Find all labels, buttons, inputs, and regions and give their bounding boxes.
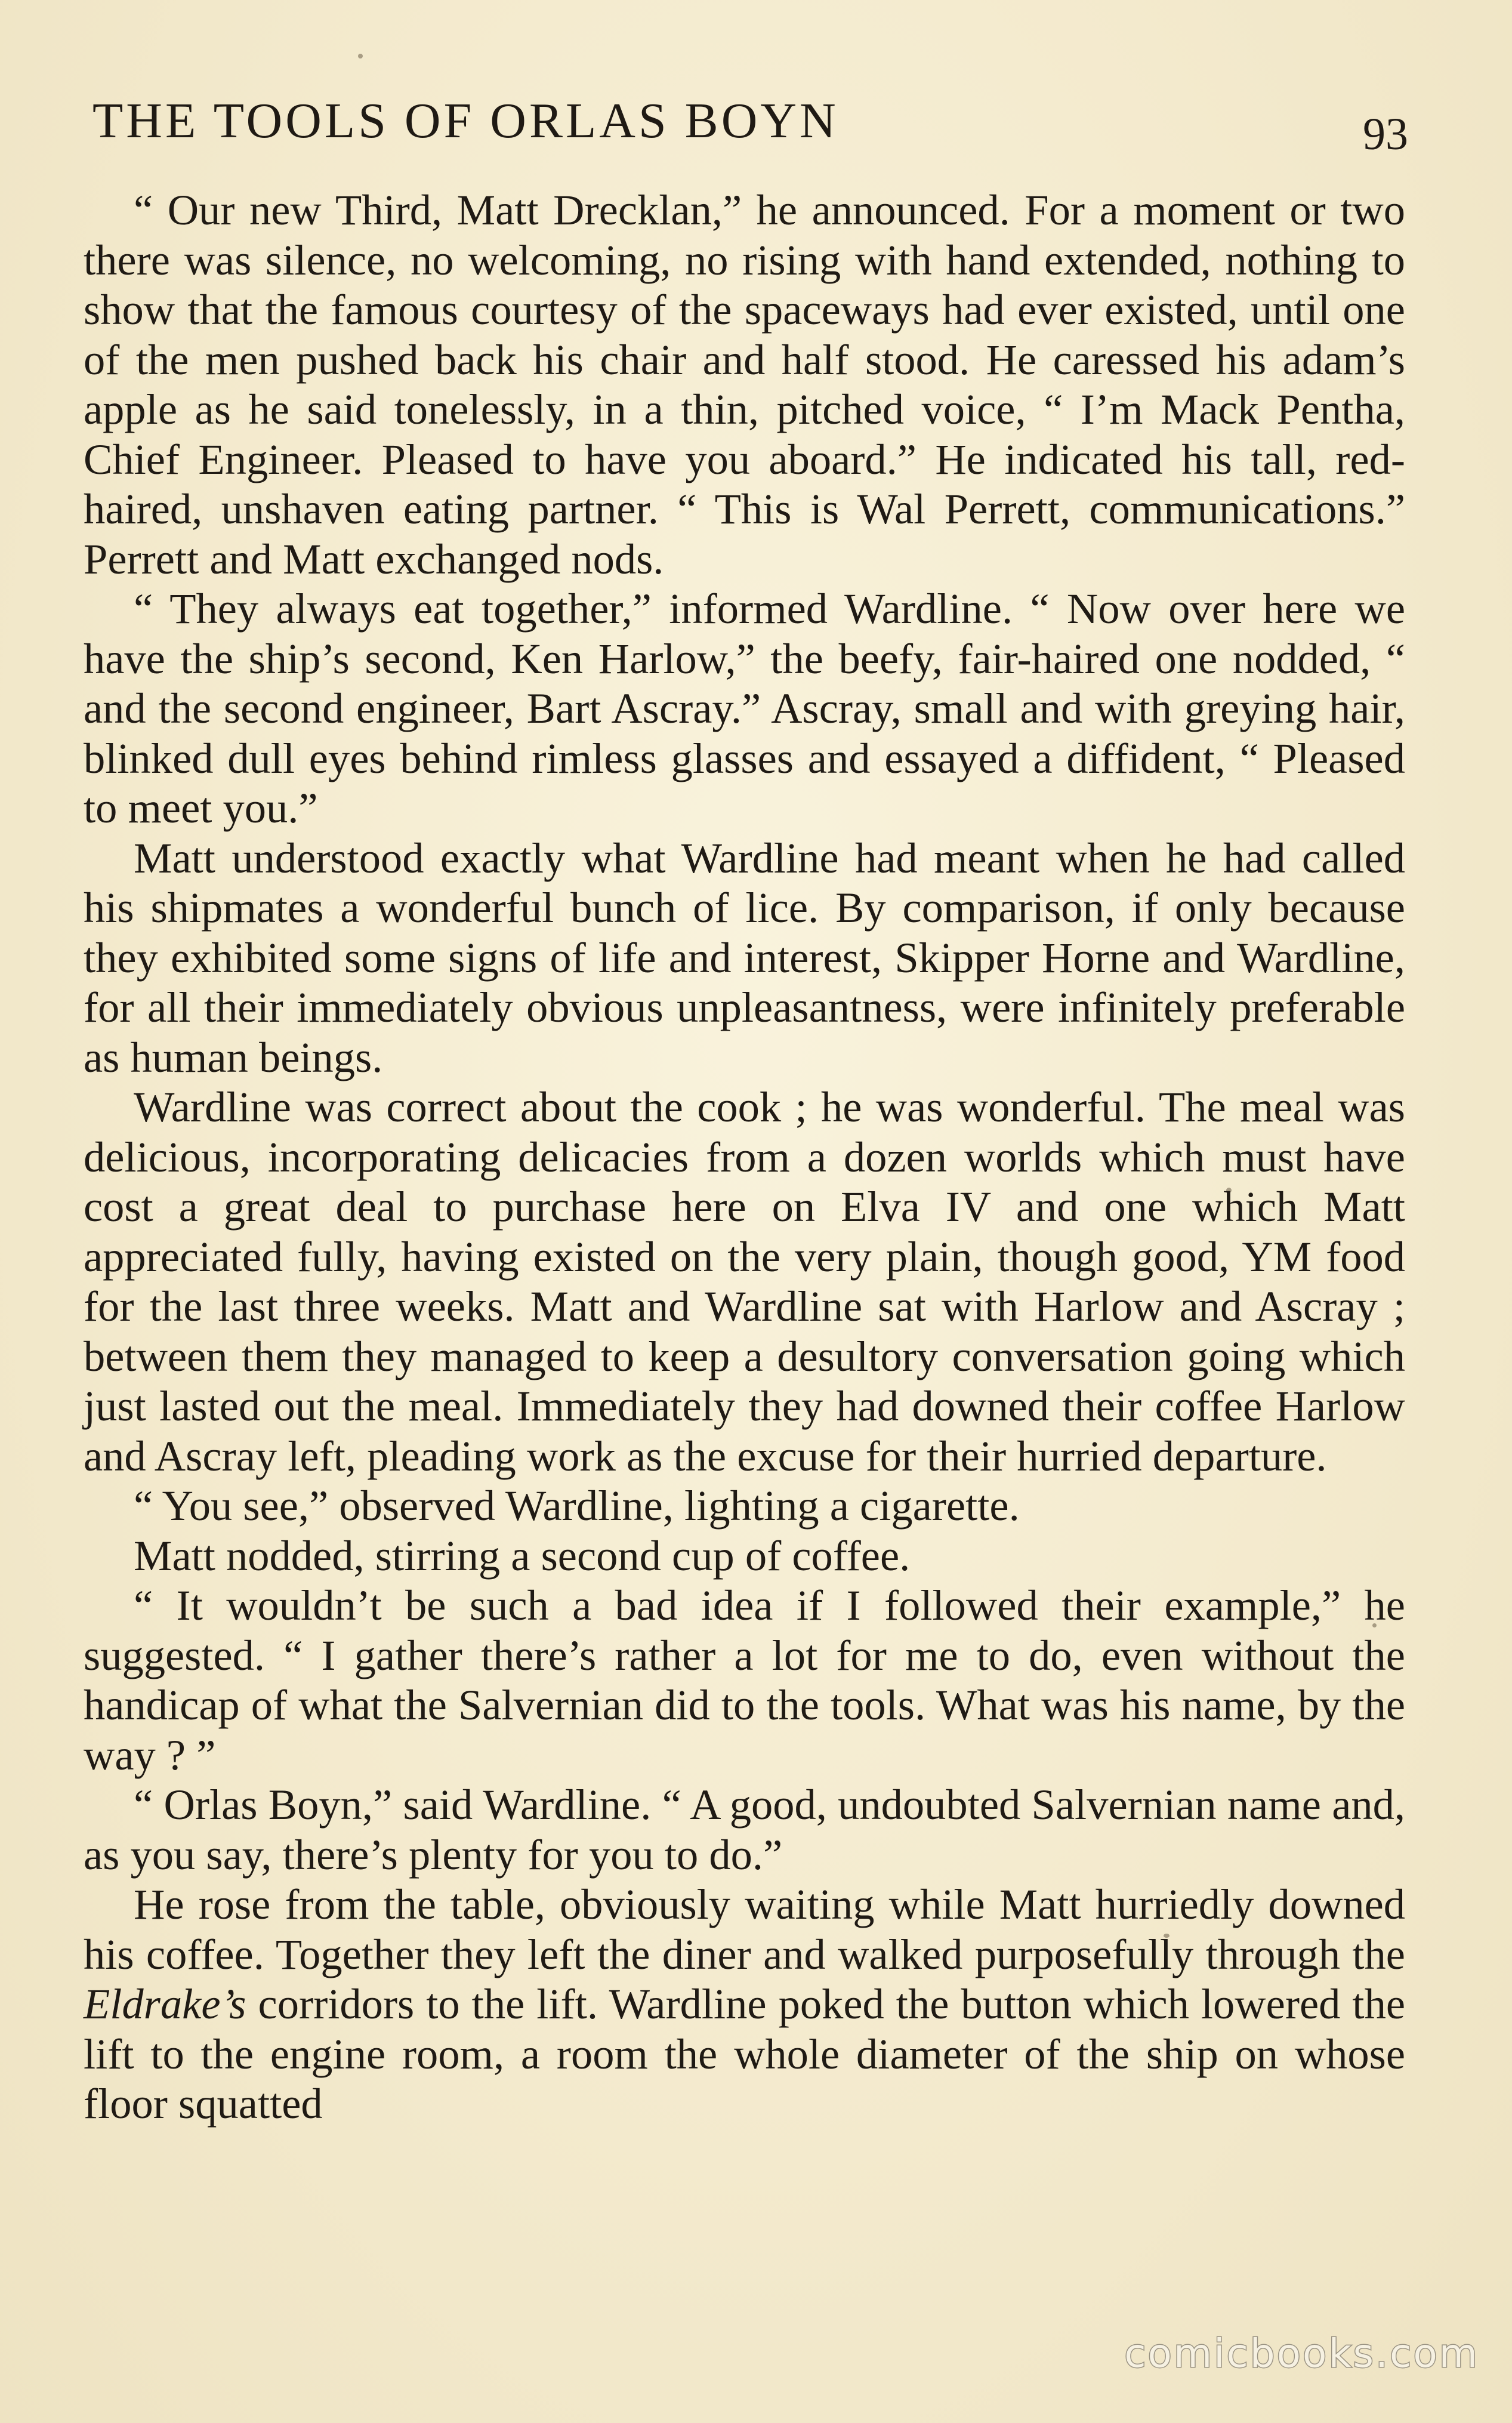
paragraph: Matt nodded, stirring a second cup of coffee.	[134, 1531, 911, 1580]
paragraph-text: corridors to the lift. Wardline poked the button which lowered the lift to the engine room, a room the whole diameter of the ship on whose floor squatted	[84, 1980, 1405, 2128]
paragraph: “ They always eat together,” informed Wardline. “ Now over here we have the ship’s second, Ken Harlow,” the beefy, fair-haired one nodded, “ and the second engineer, Bart Ascray.” Ascray, small and with greying hair, blinked dull eyes behind rimless glasses and essayed a diffident, “ Pleased to meet you.”	[84, 584, 1405, 832]
page-number: 93	[1363, 109, 1408, 159]
paragraph-text: He rose from the table, obviously waiting while Matt hurriedly downed his coffee. Together they left the diner and walked purposefully through the	[84, 1880, 1405, 1978]
running-head	[92, 88, 1408, 159]
ship-name: Eldrake’s	[84, 1980, 246, 2028]
watermark: comicbooks.com	[1124, 2330, 1479, 2376]
paragraph: Matt understood exactly what Wardline had meant when he had called his shipmates a wonderful bunch of lice. By comparison, if only because they exhibited some signs of life and interest, Skipper Horne and Wardline, for all their immediately obvious unpleasantness, were infinitely preferable as human beings.	[84, 833, 1405, 1081]
paragraph: “ Our new Third, Matt Drecklan,” he announced. For a moment or two there was silence, no welcoming, no rising with hand extended, nothing to show that the famous courtesy of the spaceways had ever existed, until one of the men pushed back his chair and half stood. He caressed his adam’s apple as he said tonelessly, in a thin, pitched voice, “ I’m Mack Pentha, Chief Engineer. Pleased to have you aboard.” He indicated his tall, red-haired, unshaven eating partner. “ This is Wal Perrett, communications.” Perrett and Matt exchanged nods.	[84, 186, 1405, 583]
paragraph: “ Orlas Boyn,” said Wardline. “ A good, undoubted Salvernian name and, as you say, there’s plenty for you to do.”	[84, 1780, 1405, 1879]
paragraph-last	[84, 1879, 1405, 2129]
paragraph: “ You see,” observed Wardline, lighting a cigarette.	[134, 1481, 1020, 1530]
running-title: THE TOOLS OF ORLAS BOYN	[92, 93, 839, 149]
body-text	[84, 185, 1405, 2129]
paragraph: “ It wouldn’t be such a bad idea if I followed their example,” he suggested. “ I gather there’s rather a lot for me to do, even without the handicap of what the Salvernian did to the tools. What was his name, by the way ? ”	[84, 1581, 1405, 1779]
paragraph: Wardline was correct about the cook ; he was wonderful. The meal was delicious, incorporating delicacies from a dozen worlds which must have cost a great deal to purchase here on Elva IV and one which Matt appreciated fully, having existed on the very plain, though good, YM food for the last three weeks. Matt and Wardline sat with Harlow and Ascray ; between them they managed to keep a desultory conversation going which just lasted out the meal. Immediately they had downed their coffee Harlow and Ascray left, pleading work as the excuse for their hurried departure.	[84, 1083, 1405, 1480]
ink-speck	[358, 54, 363, 58]
